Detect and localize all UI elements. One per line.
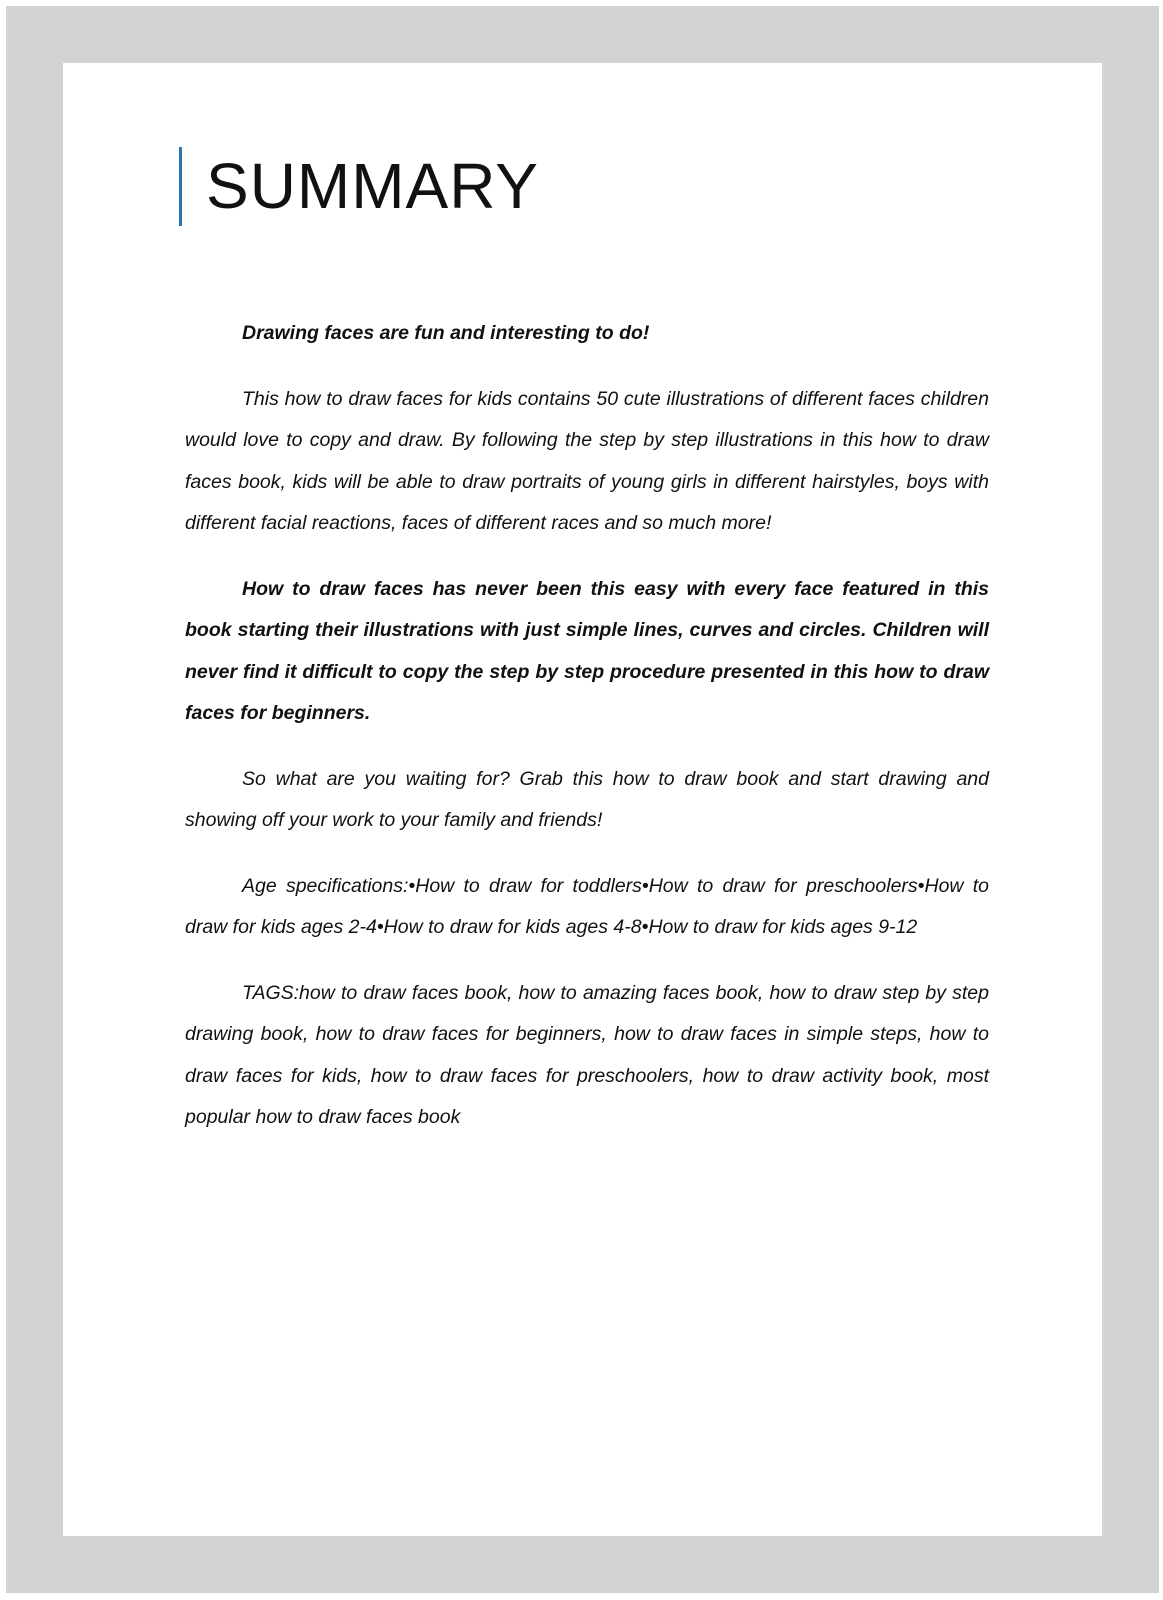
paragraph-age-specifications: Age specifications:•How to draw for toddlers•How to draw for preschoolers•How to draw for kids ages 2-4•How to draw for kids ages 4-8•How to draw for kids ages 9-12 [185,874,989,938]
paragraph-tags: TAGS:how to draw faces book, how to amazing faces book, how to draw step by step drawing book, how to draw faces for beginners, how to draw faces in simple steps, how to draw faces for kids, how to draw faces for preschoolers, how to draw activity book, most popular how to draw faces book [185,981,989,1128]
title-block [179,146,539,226]
paragraph-intro: Drawing faces are fun and interesting to do! [242,322,650,344]
paragraph-description: This how to draw faces for kids contains 50 cute illustrations of different faces children would love to copy and draw. By following the step by step illustrations in this how to draw faces book, kids will be able to draw portraits of young girls in different hairstyles, boys with different facial reactions, faces of different races and so much more! [185,387,989,534]
paragraph-call-to-action: So what are you waiting for? Grab this how to draw book and start drawing and showing off your work to your family and friends! [185,767,989,831]
page-background [6,6,1159,1593]
document-page [63,63,1102,1536]
paragraph-easy: How to draw faces has never been this easy with every face featured in this book starting their illustrations with just simple lines, curves and circles. Children will never find it difficult to copy the step by step procedure presented in this how to draw faces for beginners. [185,577,989,724]
summary-body [185,313,989,1163]
title-accent-bar [179,147,182,226]
page-title: SUMMARY [206,150,539,222]
